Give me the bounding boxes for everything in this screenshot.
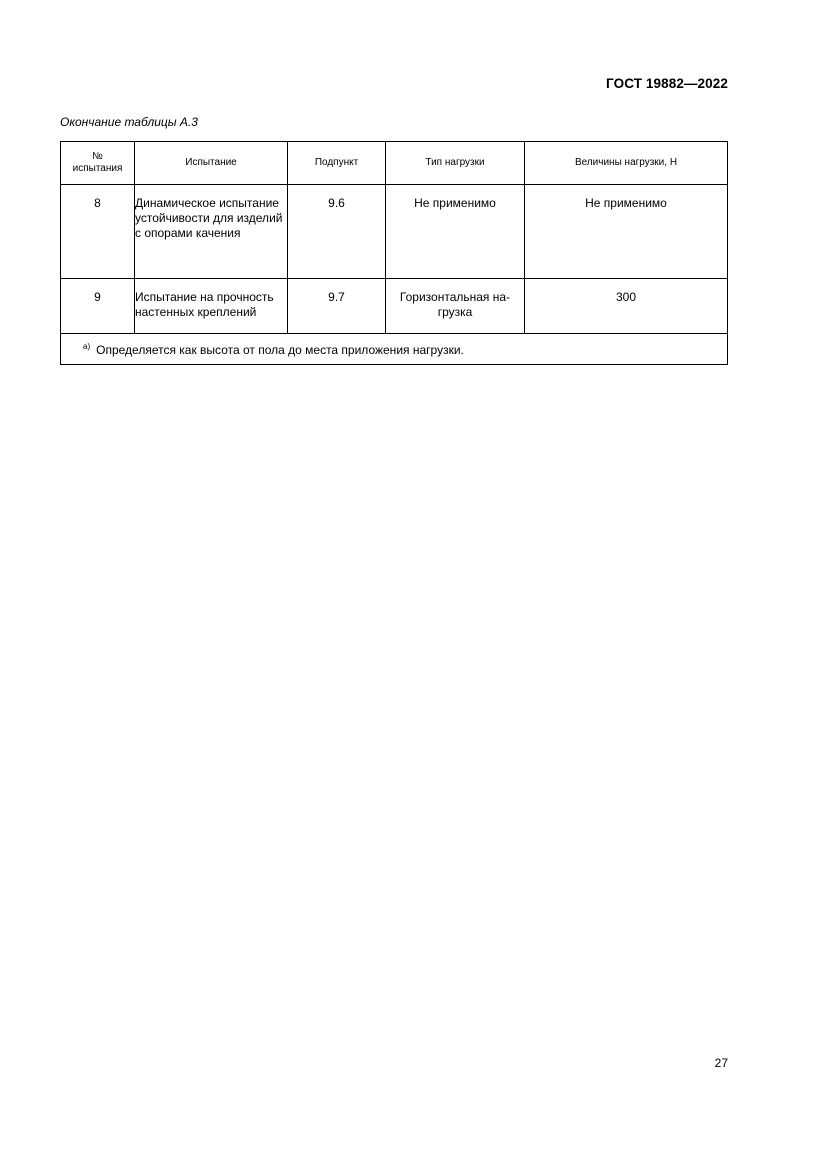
column-header-clause: Подпункт <box>288 142 386 185</box>
footnote-text: Определяется как высота от пола до места приложения нагрузки. <box>96 343 464 357</box>
document-code: ГОСТ 19882—2022 <box>606 76 728 91</box>
table-header-row <box>61 142 728 185</box>
cell-load-value: 300 <box>525 279 728 334</box>
cell-number: 9 <box>61 279 135 334</box>
column-header-load-type: Тип нагрузки <box>386 142 525 185</box>
cell-test: Испытание на прочность настенных креплений <box>135 279 288 334</box>
cell-clause: 9.7 <box>288 279 386 334</box>
table-row <box>61 279 728 334</box>
column-header-test: Испытание <box>135 142 288 185</box>
column-header-load-value: Величины нагрузки, Н <box>525 142 728 185</box>
page-number: 27 <box>714 1056 728 1070</box>
cell-number: 8 <box>61 185 135 279</box>
table-row <box>61 185 728 279</box>
table-caption: Окончание таблицы А.3 <box>60 115 198 129</box>
cell-clause: 9.6 <box>288 185 386 279</box>
load-table <box>60 141 728 365</box>
cell-load-type: Горизонтальная на-грузка <box>386 279 525 334</box>
table-footnote <box>61 334 728 365</box>
table-footnote-row <box>61 334 728 365</box>
column-header-number: № испытания <box>61 142 135 185</box>
cell-load-type: Не применимо <box>386 185 525 279</box>
footnote-mark: а) <box>83 342 91 351</box>
cell-test: Динамическое испытание устойчивости для изделий с опорами качения <box>135 185 288 279</box>
cell-load-value: Не применимо <box>525 185 728 279</box>
